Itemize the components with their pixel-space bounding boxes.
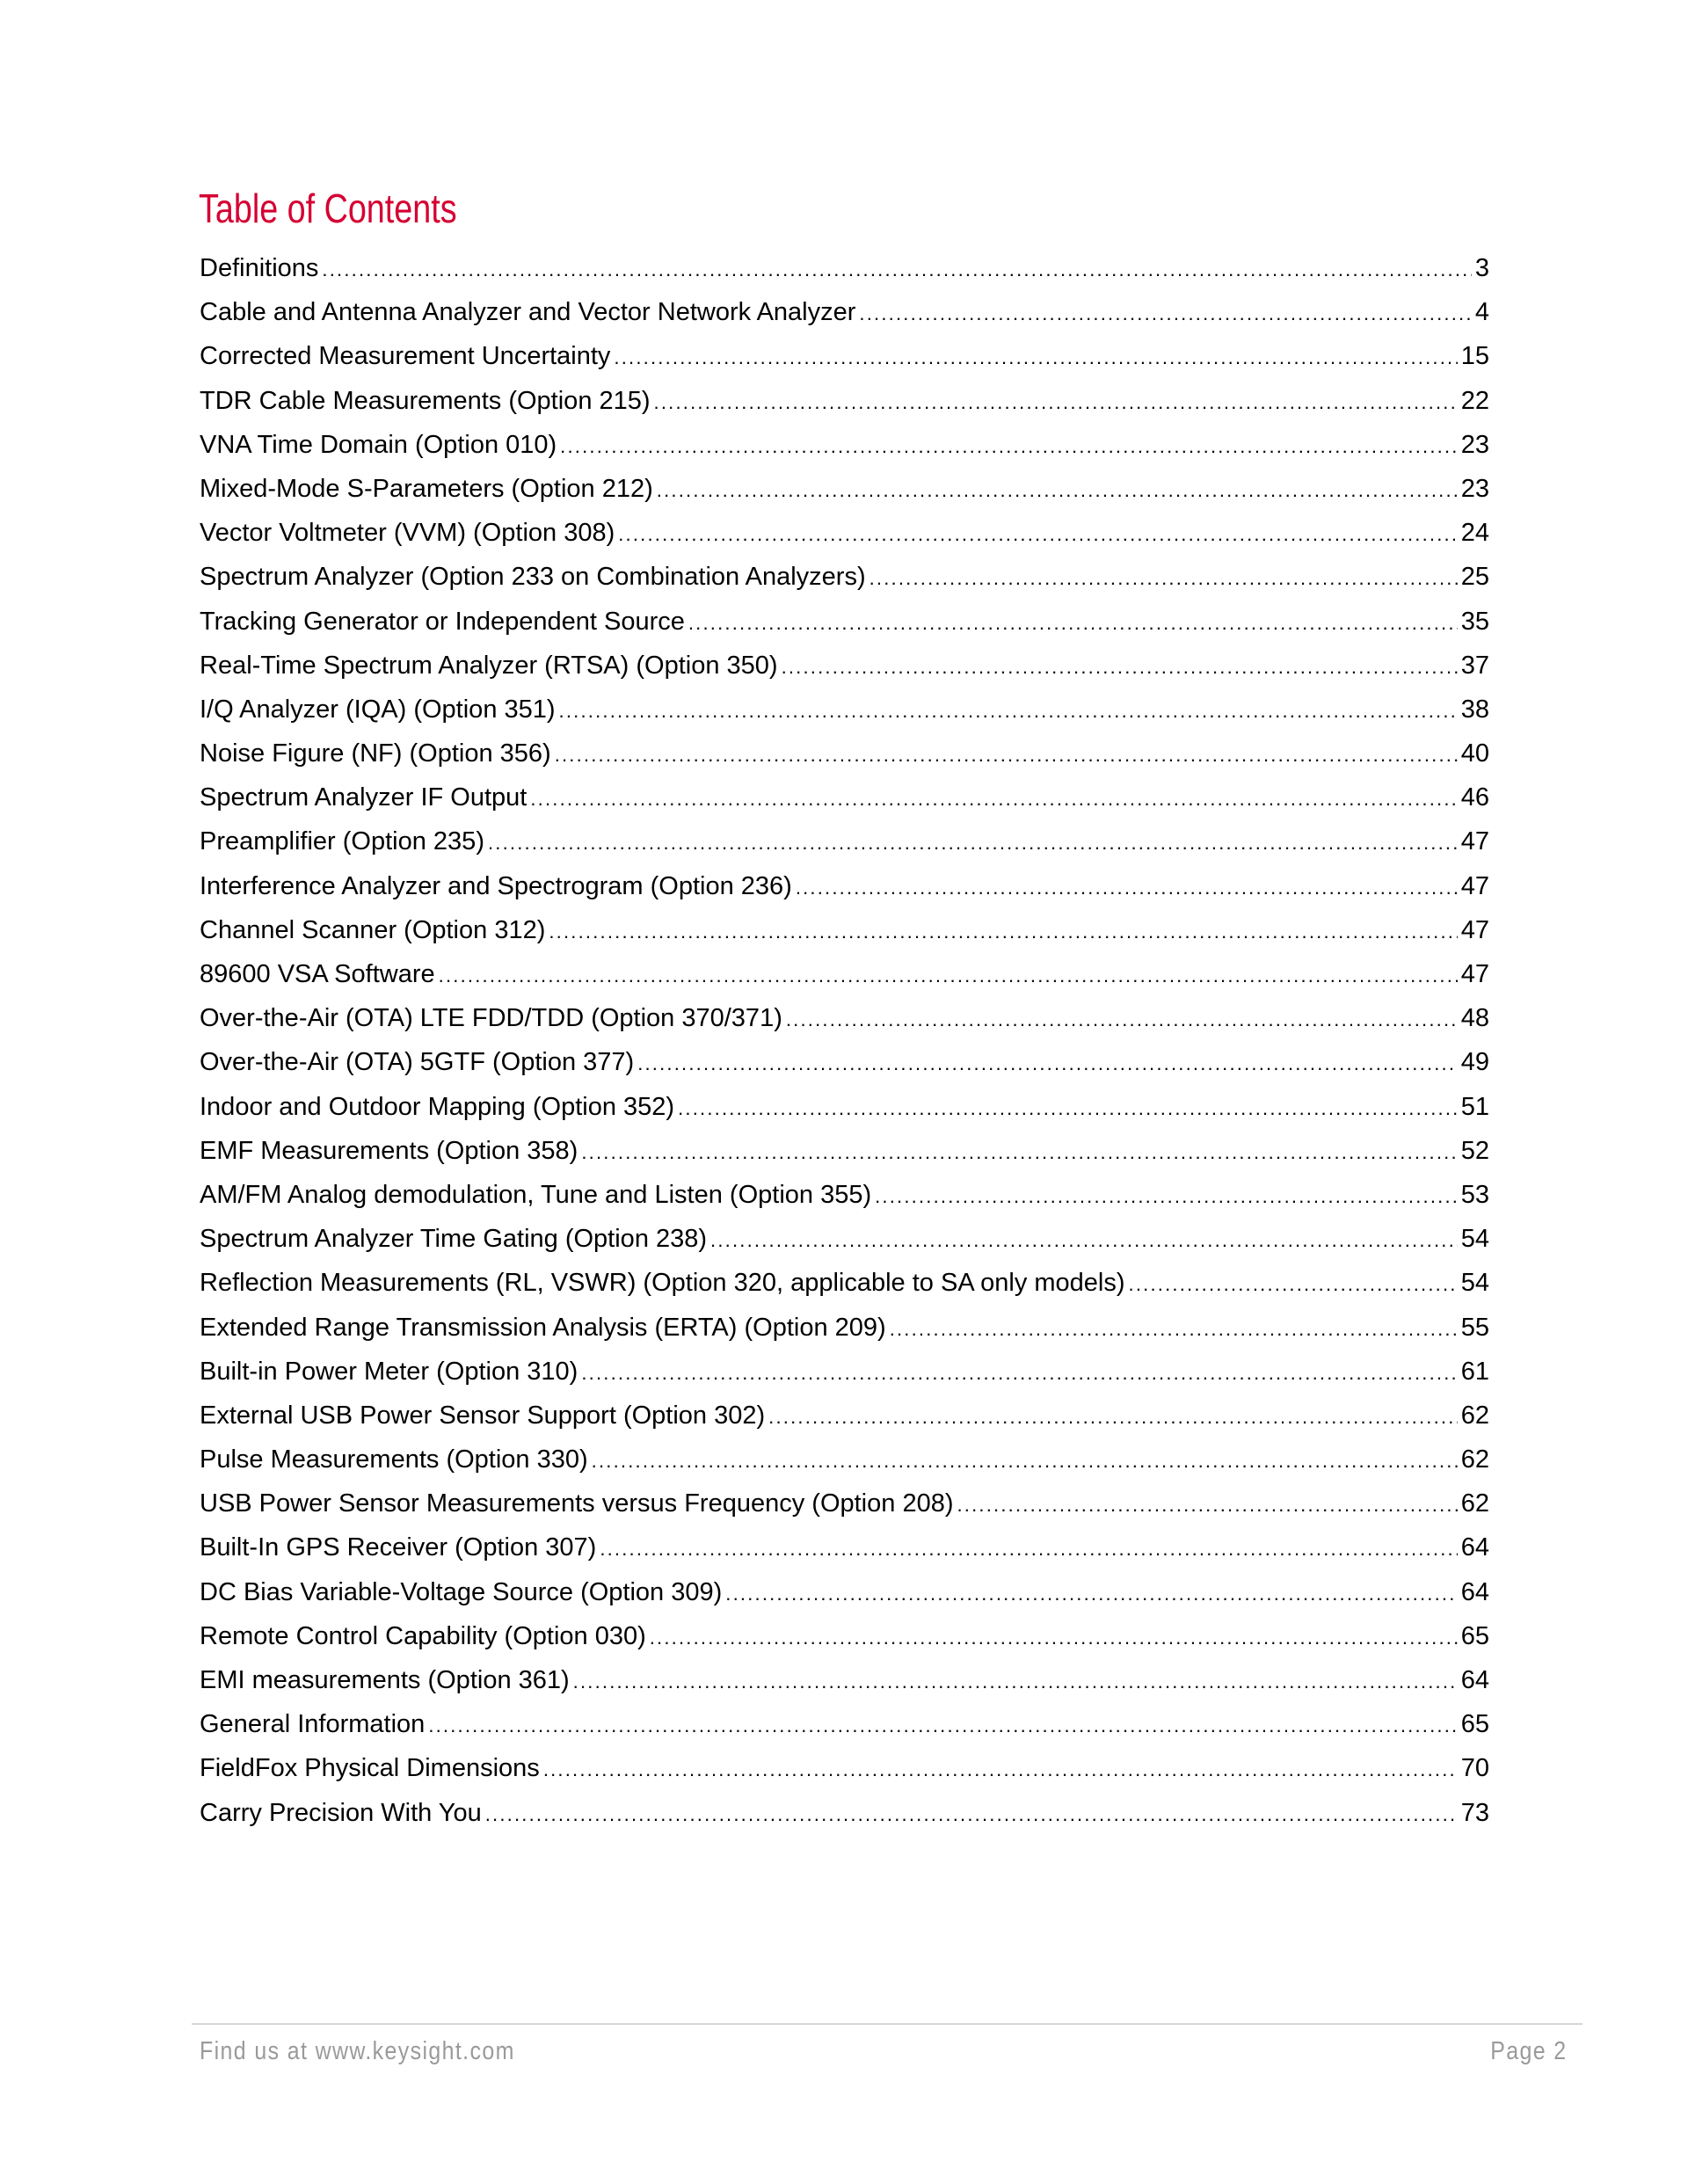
toc-entry[interactable] [200,294,1489,338]
dot-leader [573,1663,1458,1700]
toc-entry-label: Corrected Measurement Uncertainty [200,342,611,371]
dot-leader [559,693,1458,730]
page-title: Table of Contents [199,186,457,231]
footer-website-link[interactable]: Find us at www.keysight.com [200,2037,515,2065]
toc-entry-label: Noise Figure (NF) (Option 356) [200,739,551,768]
dot-leader [439,957,1458,994]
dot-leader [688,605,1458,642]
toc-entry-label: DC Bias Variable-Voltage Source (Option 309) [200,1577,723,1606]
toc-entry-label: FieldFox Physical Dimensions [200,1754,540,1783]
toc-entry[interactable] [200,1529,1489,1573]
toc-entry-label: Cable and Antenna Analyzer and Vector Network Analyzer [200,298,856,327]
toc-entry[interactable] [200,603,1489,647]
toc-entry[interactable] [200,823,1489,867]
toc-entry-page: 48 [1460,1004,1489,1033]
dot-leader [428,1707,1457,1744]
dot-leader [614,339,1457,376]
toc-entry-page: 51 [1460,1092,1489,1121]
dot-leader [678,1090,1458,1127]
toc-entry-label: AM/FM Analog demodulation, Tune and Listen (Option 355) [200,1180,872,1209]
toc-entry-label: VNA Time Domain (Option 010) [200,430,557,459]
dot-leader [530,781,1457,818]
table-of-contents [200,250,1489,1838]
toc-entry-label: Mixed-Mode S-Parameters (Option 212) [200,474,653,503]
toc-entry-page: 62 [1460,1401,1489,1430]
toc-entry[interactable] [200,1353,1489,1397]
toc-entry-label: External USB Power Sensor Support (Option 302) [200,1401,766,1430]
dot-leader [890,1311,1458,1348]
toc-entry[interactable] [200,338,1489,382]
toc-entry-page: 62 [1460,1489,1489,1518]
toc-entry-label: Indoor and Outdoor Mapping (Option 352) [200,1092,675,1121]
dot-leader [657,472,1458,509]
toc-entry-page: 49 [1460,1048,1489,1077]
toc-entry[interactable] [200,691,1489,735]
toc-entry-page: 47 [1460,960,1489,988]
toc-entry-page: 37 [1460,651,1489,680]
toc-entry-page: 35 [1460,607,1489,636]
toc-entry-label: Vector Voltmeter (VVM) (Option 308) [200,519,615,548]
toc-entry-label: Spectrum Analyzer (Option 233 on Combination Analyzers) [200,563,866,592]
toc-entry-label: Channel Scanner (Option 312) [200,915,546,944]
toc-entry-label: 89600 VSA Software [200,960,435,988]
toc-entry-label: Preamplifier (Option 235) [200,827,484,856]
toc-entry-page: 52 [1460,1136,1489,1165]
toc-entry[interactable] [200,558,1489,602]
toc-entry-page: 54 [1460,1225,1489,1254]
toc-entry[interactable] [200,779,1489,823]
toc-entry[interactable] [200,1485,1489,1529]
toc-entry-label: TDR Cable Measurements (Option 215) [200,386,651,415]
toc-entry-label: EMI measurements (Option 361) [200,1666,570,1694]
dot-leader [768,1399,1458,1436]
toc-entry[interactable] [200,1220,1489,1264]
toc-entry-page: 23 [1460,474,1489,503]
toc-entry[interactable] [200,514,1489,558]
dot-leader [859,295,1471,332]
toc-entry-page: 65 [1460,1710,1489,1739]
dot-leader [322,251,1471,288]
toc-entry-page: 64 [1460,1577,1489,1606]
toc-entry[interactable] [200,250,1489,294]
dot-leader [488,825,1458,862]
toc-entry-page: 53 [1460,1180,1489,1209]
dot-leader [560,428,1458,465]
dot-leader [592,1443,1458,1480]
dot-leader [782,649,1458,686]
toc-entry-label: Over-the-Air (OTA) LTE FDD/TDD (Option 370/371) [200,1004,782,1033]
toc-entry[interactable] [200,426,1489,470]
toc-entry-page: 70 [1460,1754,1489,1783]
toc-entry[interactable] [200,868,1489,912]
dot-leader [549,914,1457,950]
dot-leader [1129,1266,1458,1303]
dot-leader [796,870,1458,906]
toc-entry-page: 40 [1460,739,1489,768]
toc-entry-label: Carry Precision With You [200,1798,482,1827]
toc-entry[interactable] [200,1750,1489,1794]
dot-leader [650,1620,1458,1656]
toc-entry[interactable] [200,1706,1489,1750]
toc-entry-label: I/Q Analyzer (IQA) (Option 351) [200,695,556,724]
toc-entry-page: 25 [1460,563,1489,592]
toc-entry[interactable] [200,1662,1489,1706]
toc-entry-page: 47 [1460,915,1489,944]
dot-leader [618,516,1457,553]
toc-entry-page: 23 [1460,430,1489,459]
toc-entry-label: Remote Control Capability (Option 030) [200,1621,646,1650]
toc-entry[interactable] [200,1000,1489,1044]
toc-entry-page: 4 [1474,298,1489,327]
toc-entry-page: 54 [1460,1269,1489,1298]
toc-entry[interactable] [200,1795,1489,1838]
toc-entry-page: 64 [1460,1666,1489,1694]
footer-divider [192,2023,1582,2025]
toc-entry-page: 61 [1460,1357,1489,1386]
toc-entry[interactable] [200,382,1489,426]
toc-entry[interactable] [200,1264,1489,1308]
toc-entry-label: Built-in Power Meter (Option 310) [200,1357,578,1386]
toc-entry-page: 46 [1460,783,1489,812]
dot-leader [555,737,1458,774]
toc-entry-label: Spectrum Analyzer IF Output [200,783,528,812]
toc-entry-label: Spectrum Analyzer Time Gating (Option 238) [200,1225,708,1254]
dot-leader [725,1576,1457,1613]
toc-entry[interactable] [200,956,1489,1000]
dot-leader [710,1222,1458,1259]
dot-leader [957,1487,1457,1524]
toc-entry-page: 15 [1460,342,1489,371]
toc-entry-label: Built-In GPS Receiver (Option 307) [200,1533,597,1562]
toc-entry[interactable] [200,1044,1489,1088]
dot-leader [786,1001,1458,1038]
toc-entry[interactable] [200,1441,1489,1485]
toc-entry-label: Reflection Measurements (RL, VSWR) (Option 320, applicable to SA only models) [200,1269,1125,1298]
toc-entry-label: USB Power Sensor Measurements versus Frequency (Option 208) [200,1489,954,1518]
toc-entry-page: 62 [1460,1445,1489,1474]
toc-entry-label: Over-the-Air (OTA) 5GTF (Option 377) [200,1048,635,1077]
toc-entry-page: 55 [1460,1313,1489,1342]
toc-entry-page: 3 [1474,254,1489,282]
dot-leader [581,1355,1457,1392]
toc-entry[interactable] [200,1132,1489,1176]
dot-leader [875,1178,1458,1215]
toc-entry[interactable] [200,1309,1489,1353]
toc-entry[interactable] [200,647,1489,691]
toc-entry-label: Interference Analyzer and Spectrogram (Option 236) [200,871,792,900]
dot-leader [485,1796,1458,1833]
toc-entry-page: 47 [1460,827,1489,856]
toc-entry[interactable] [200,735,1489,779]
toc-entry-page: 65 [1460,1621,1489,1650]
dot-leader [654,384,1458,421]
toc-entry[interactable] [200,912,1489,956]
toc-entry[interactable] [200,470,1489,514]
toc-entry[interactable] [200,1618,1489,1662]
toc-entry-label: Extended Range Transmission Analysis (ERTA) (Option 209) [200,1313,886,1342]
toc-entry-label: Pulse Measurements (Option 330) [200,1445,588,1474]
toc-entry-label: Tracking Generator or Independent Source [200,607,685,636]
toc-entry-label: EMF Measurements (Option 358) [200,1136,578,1165]
toc-entry-label: General Information [200,1710,426,1739]
toc-entry-page: 24 [1460,519,1489,548]
footer-page-number: Page 2 [1490,2037,1568,2065]
toc-entry-page: 47 [1460,871,1489,900]
toc-entry[interactable] [200,1574,1489,1618]
dot-leader [543,1751,1458,1788]
toc-entry-page: 38 [1460,695,1489,724]
toc-entry-label: Definitions [200,254,319,282]
toc-entry-page: 22 [1460,386,1489,415]
dot-leader [581,1134,1457,1171]
toc-entry[interactable] [200,1176,1489,1220]
dot-leader [637,1045,1458,1082]
dot-leader [869,560,1458,597]
toc-entry-label: Real-Time Spectrum Analyzer (RTSA) (Option 350) [200,651,778,680]
toc-entry[interactable] [200,1397,1489,1441]
toc-entry[interactable] [200,1088,1489,1132]
toc-entry-page: 64 [1460,1533,1489,1562]
dot-leader [600,1531,1457,1568]
toc-entry-page: 73 [1460,1798,1489,1827]
